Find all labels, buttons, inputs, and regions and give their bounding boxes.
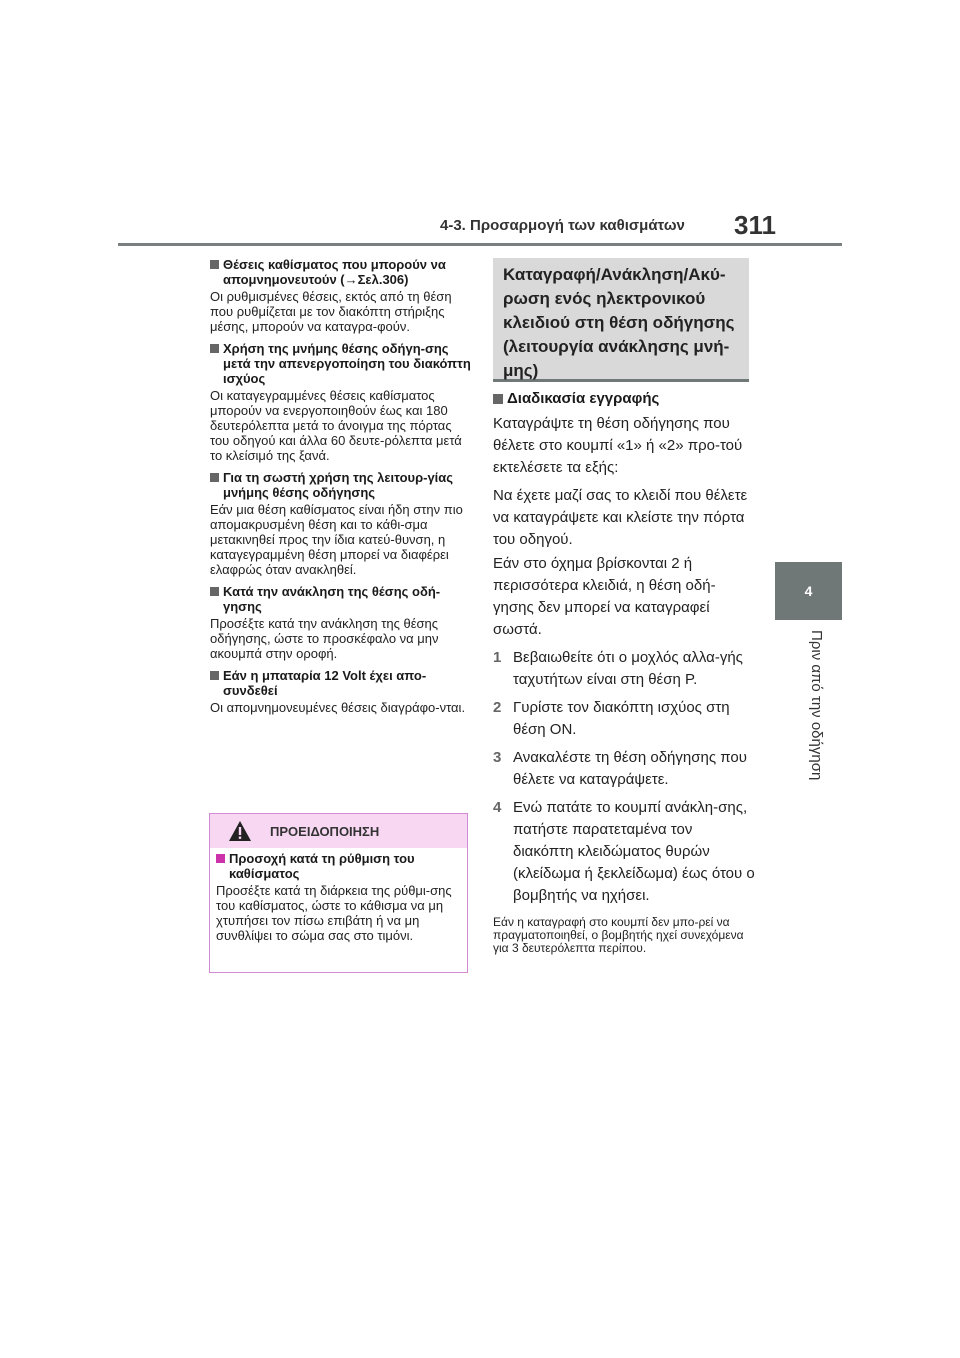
procedure-step: 3 Ανακαλέστε τη θέση οδήγησης που θέλετε να καταγράψετε.: [493, 749, 747, 788]
procedure-step: 2 Γυρίστε τον διακόπτη ισχύος στη θέση ON.: [493, 699, 730, 738]
procedure-paragraph: Εάν στο όχημα βρίσκονται 2 ή περισσότερα κλειδιά, η θέση οδή-γησης δεν μπορεί να καταγραφεί σωστά.: [493, 555, 716, 638]
info-text: Προσέξτε κατά την ανάκληση της θέσης οδήγησης, ώστε το προσκέφαλο να μην ακουμπά στην οροφή.: [210, 616, 439, 661]
square-bullet-icon: [216, 854, 225, 863]
info-heading: Κατά την ανάκληση της θέσης οδή-γησης: [210, 584, 472, 614]
info-section: [210, 341, 472, 463]
procedure-note: Εάν η καταγραφή στο κουμπί δεν μπο-ρεί να πραγματοποιηθεί, ο βομβητής ηχεί συνεχόμενα για 3 δευτερόλεπτα περίπου.: [493, 915, 744, 955]
square-bullet-icon: [210, 260, 219, 269]
info-section: [210, 257, 472, 334]
square-bullet-icon: [210, 671, 219, 680]
info-section: [210, 584, 472, 661]
procedure-intro: Καταγράψτε τη θέση οδήγησης που θέλετε στο κουμπί «1» ή «2» προ-τού εκτελέσετε τα εξής:: [493, 415, 743, 476]
warning-heading: Προσοχή κατά τη ρύθμιση του καθίσματος: [216, 851, 461, 881]
warning-content: [210, 848, 467, 943]
header-divider: [118, 243, 842, 246]
right-column: [493, 390, 755, 955]
chapter-tab[interactable]: 4: [775, 562, 842, 620]
info-text: Εάν μια θέση καθίσματος είναι ήδη στην πιο απομακρυσμένη θέση και το κάθι-σμα μετακινηθεί προς την ίδια κατεύ-θυνση, η καταγεγραμμένη θέση μπορεί να διαφέρει ελαφρώς όταν ανακληθεί.: [210, 502, 463, 577]
procedure-heading: Διαδικασία εγγραφής: [493, 390, 755, 407]
square-bullet-icon: [210, 344, 219, 353]
page-number: 311: [734, 210, 776, 240]
square-bullet-icon: [210, 473, 219, 482]
info-text: Οι απομνημονευμένες θέσεις διαγράφο-νται.: [210, 700, 466, 715]
chapter-label: Πριν από την οδήγηση: [808, 630, 825, 781]
info-heading: Εάν η μπαταρία 12 Volt έχει απο-συνδεθεί: [210, 668, 472, 698]
warning-header: [210, 814, 467, 848]
info-text: Οι ρυθμισμένες θέσεις, εκτός από τη θέση που ρυθμίζεται με τον διακόπτη στήριξης μέσης, μπορούν να καταγρα-φούν.: [210, 289, 452, 334]
procedure-step: 1 Βεβαιωθείτε ότι ο μοχλός αλλα-γής ταχυτήτων είναι στη θέση P.: [493, 649, 743, 688]
procedure-paragraph: Να έχετε μαζί σας το κλειδί που θέλετε να καταγράψετε και κλείστε την πόρτα του οδηγού.: [493, 487, 748, 548]
warning-triangle-icon: [228, 820, 252, 842]
info-heading: Χρήση της μνήμης θέσης οδήγη-σης μετά την απενεργοποίηση του διακόπτη ισχύος: [210, 341, 472, 386]
step-number: 2: [493, 699, 502, 716]
square-bullet-icon: [210, 587, 219, 596]
topic-title-box: Καταγραφή/Ανάκληση/Ακύ-ρωση ενός ηλεκτρονικού κλειδιού στη θέση οδήγησης (λειτουργία ανάκλησης μνή-μης): [493, 258, 749, 382]
step-number: 3: [493, 749, 502, 766]
square-bullet-icon: [493, 394, 503, 404]
info-heading: Για τη σωστή χρήση της λειτουρ-γίας μνήμης θέσης οδήγησης: [210, 470, 472, 500]
info-text: Οι καταγεγραμμένες θέσεις καθίσματος μπορούν να ενεργοποιηθούν έως και 180 δευτερόλεπτα μετά το άνοιγμα της πόρτας του οδηγού και άλλα 60 δευτε-ρόλεπτα μετά το κλείσιμό της ξανά.: [210, 388, 462, 463]
step-number: 4: [493, 799, 502, 816]
info-heading: Θέσεις καθίσματος που μπορούν να απομνημονευτούν (→Σελ.306): [210, 257, 472, 287]
procedure-step: 4 Ενώ πατάτε το κουμπί ανάκλη-σης, πατήστε παρατεταμένα τον διακόπτη κλειδώματος θυρών (κλείδωμα ή ξεκλείδωμα) έως ότου ο βομβητής να ηχήσει.: [493, 799, 755, 904]
warning-text: Προσέξτε κατά τη διάρκεια της ρύθμι-σης του καθίσματος, ώστε το κάθισμα να μη χτυπήσει τον πίσω επιβάτη ή να μη συνθλίψει το σώμα σας στο τιμόνι.: [216, 883, 452, 943]
warning-box: [209, 813, 468, 973]
section-title: 4-3. Προσαρμογή των καθισμάτων: [440, 217, 685, 234]
info-section: [210, 668, 472, 715]
warning-title: ΠΡΟΕΙΔΟΠΟΙΗΣΗ: [270, 823, 380, 839]
step-number: 1: [493, 649, 502, 666]
left-column: [210, 250, 472, 715]
info-section: [210, 470, 472, 577]
